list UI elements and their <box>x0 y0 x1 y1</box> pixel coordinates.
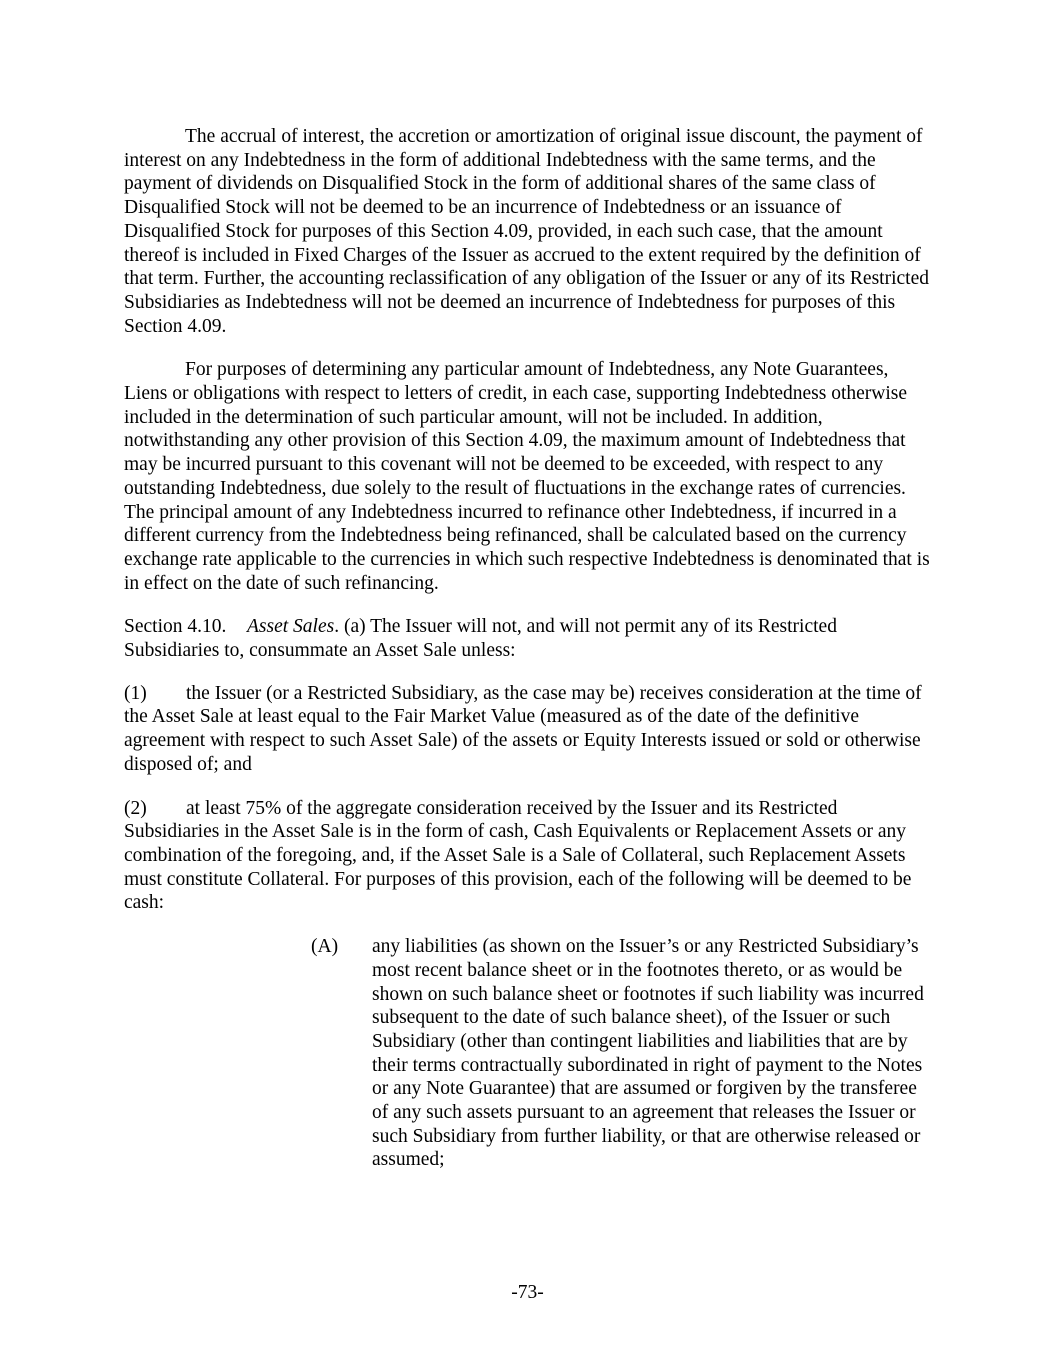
sub-list-item <box>124 935 936 1172</box>
section-title: Asset Sales <box>247 616 335 638</box>
list-item-text: at least 75% of the aggregate consideration received by the Issuer and its Restricted Subsidiaries in the Asset Sale is in the form of cash, Cash Equivalents or Replacement Assets or any combination of the foregoing, and, if the Asset Sale is a Sale of Collateral, such Replacement Assets must constitute Collateral. For purposes of this provision, each of the following will be deemed to be cash: <box>124 797 912 914</box>
list-item-number: (1) <box>124 682 147 704</box>
section-intro: (a) The Issuer will not, and will not permit any of its Restricted Subsidiaries to, consummate an Asset Sale unless: <box>124 616 837 662</box>
sub-list-item-text: any liabilities (as shown on the Issuer’s or any Restricted Subsidiary’s most recent balance sheet or in the footnotes thereto, or as would be shown on such balance sheet or footnotes if such liability was incurred subsequent to the date of such balance sheet), of the Issuer or such Subsidiary (other than contingent liabilities and liabilities that are by their terms contractually subordinated in right of payment to the Notes or any Note Guarantee) that are assumed or forgiven by the transferee of any such assets pursuant to an agreement that releases the Issuer or such Subsidiary from further liability, or that are otherwise released or assumed; <box>372 936 924 1171</box>
document-body <box>124 125 936 1172</box>
list-item <box>124 797 936 916</box>
paragraph-indebtedness-determination: For purposes of determining any particular amount of Indebtedness, any Note Guarantees, Liens or obligations with respect to letters of credit, in each case, supporting Indebtedness otherwise included in the determination of such particular amount, will not be included. In addition, notwithstanding any other provision of this Section 4.09, the maximum amount of Indebtedness that may be incurred pursuant to this covenant will not be deemed to be exceeded, with respect to any outstanding Indebtedness, due solely to the result of fluctuations in the exchange rates of currencies. The principal amount of any Indebtedness incurred to refinance other Indebtedness, if incurred in a different currency from the Indebtedness being refinanced, shall be calculated based on the currency exchange rate applicable to the currencies in which such respective Indebtedness is denominated that is in effect on the date of such refinancing. <box>124 359 930 594</box>
sub-list-item-number: (A) <box>311 936 339 958</box>
page-number: -73- <box>511 1282 544 1303</box>
list-item-text: the Issuer (or a Restricted Subsidiary, as the case may be) receives consideration at the time of the Asset Sale at least equal to the Fair Market Value (measured as of the date of the definitive agreement with respect to such Asset Sale) of the assets or Equity Interests issued or sold or otherwise disposed of; and <box>124 682 922 775</box>
list-item-number: (2) <box>124 797 147 819</box>
list-item <box>124 682 936 777</box>
section-4-10-heading <box>124 615 936 662</box>
paragraph-accrual-of-interest: The accrual of interest, the accretion or amortization of original issue discount, the payment of interest on any Indebtedness in the form of additional Indebtedness with the same terms, and the payment of dividends on Disqualified Stock in the form of additional shares of the same class of Disqualified Stock will not be deemed to be an incurrence of Indebtedness or an issuance of Disqualified Stock for purposes of this Section 4.09, provided, in each such case, that the amount thereof is included in Fixed Charges of the Issuer as accrued to the extent required by the definition of that term. Further, the accounting reclassification of any obligation of the Issuer or any of its Restricted Subsidiaries as Indebtedness will not be deemed an incurrence of Indebtedness for purposes of this Section 4.09. <box>124 126 929 337</box>
section-title-period: . <box>334 616 340 638</box>
section-number: Section 4.10. <box>124 616 227 638</box>
